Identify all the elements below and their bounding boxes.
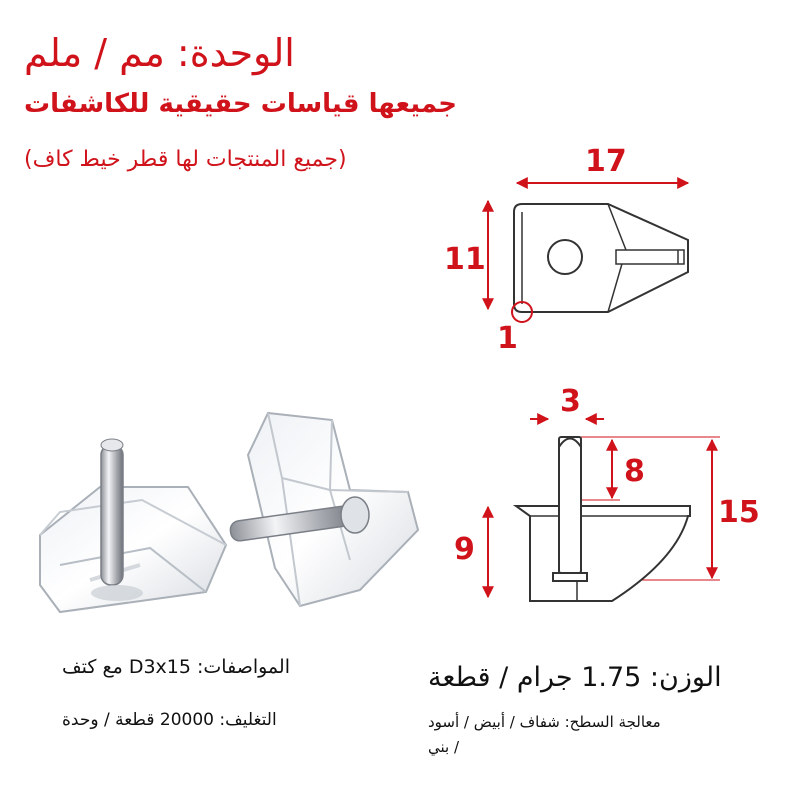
- side-view-outline: [516, 506, 690, 601]
- unit-title: الوحدة: مم / ملم: [24, 31, 295, 75]
- spec-weight: الوزن: 1.75 جرام / قطعة: [428, 662, 722, 693]
- total-height-value: 15: [718, 495, 760, 530]
- side-view-drawing: [488, 419, 720, 601]
- top-view-drawing: [488, 183, 688, 322]
- left-pin-image: [101, 445, 123, 585]
- spec-finish-line2: / بني: [428, 738, 460, 756]
- product-illustration: [40, 413, 418, 612]
- description-title: جميعها قياسات حقيقية للكاشفات: [24, 89, 457, 119]
- pin-hole-circle: [548, 240, 582, 274]
- width-value: 17: [585, 144, 627, 179]
- spec-packaging: التغليف: 20000 قطعة / وحدة: [62, 710, 277, 730]
- corner-value: 1: [497, 321, 518, 356]
- height-value: 11: [444, 242, 486, 277]
- note-text: (جميع المنتجات لها قطر خيط كاف): [24, 147, 347, 172]
- spec-model: المواصفات: D3x15 مع كتف: [62, 656, 290, 678]
- pin-diameter-value: 3: [560, 384, 581, 419]
- pin-length-value: 8: [624, 454, 645, 489]
- pin-outline: [559, 437, 581, 573]
- body-height-value: 9: [454, 532, 475, 567]
- spec-finish-line1: معالجة السطح: شفاف / أبيض / أسود: [428, 713, 661, 731]
